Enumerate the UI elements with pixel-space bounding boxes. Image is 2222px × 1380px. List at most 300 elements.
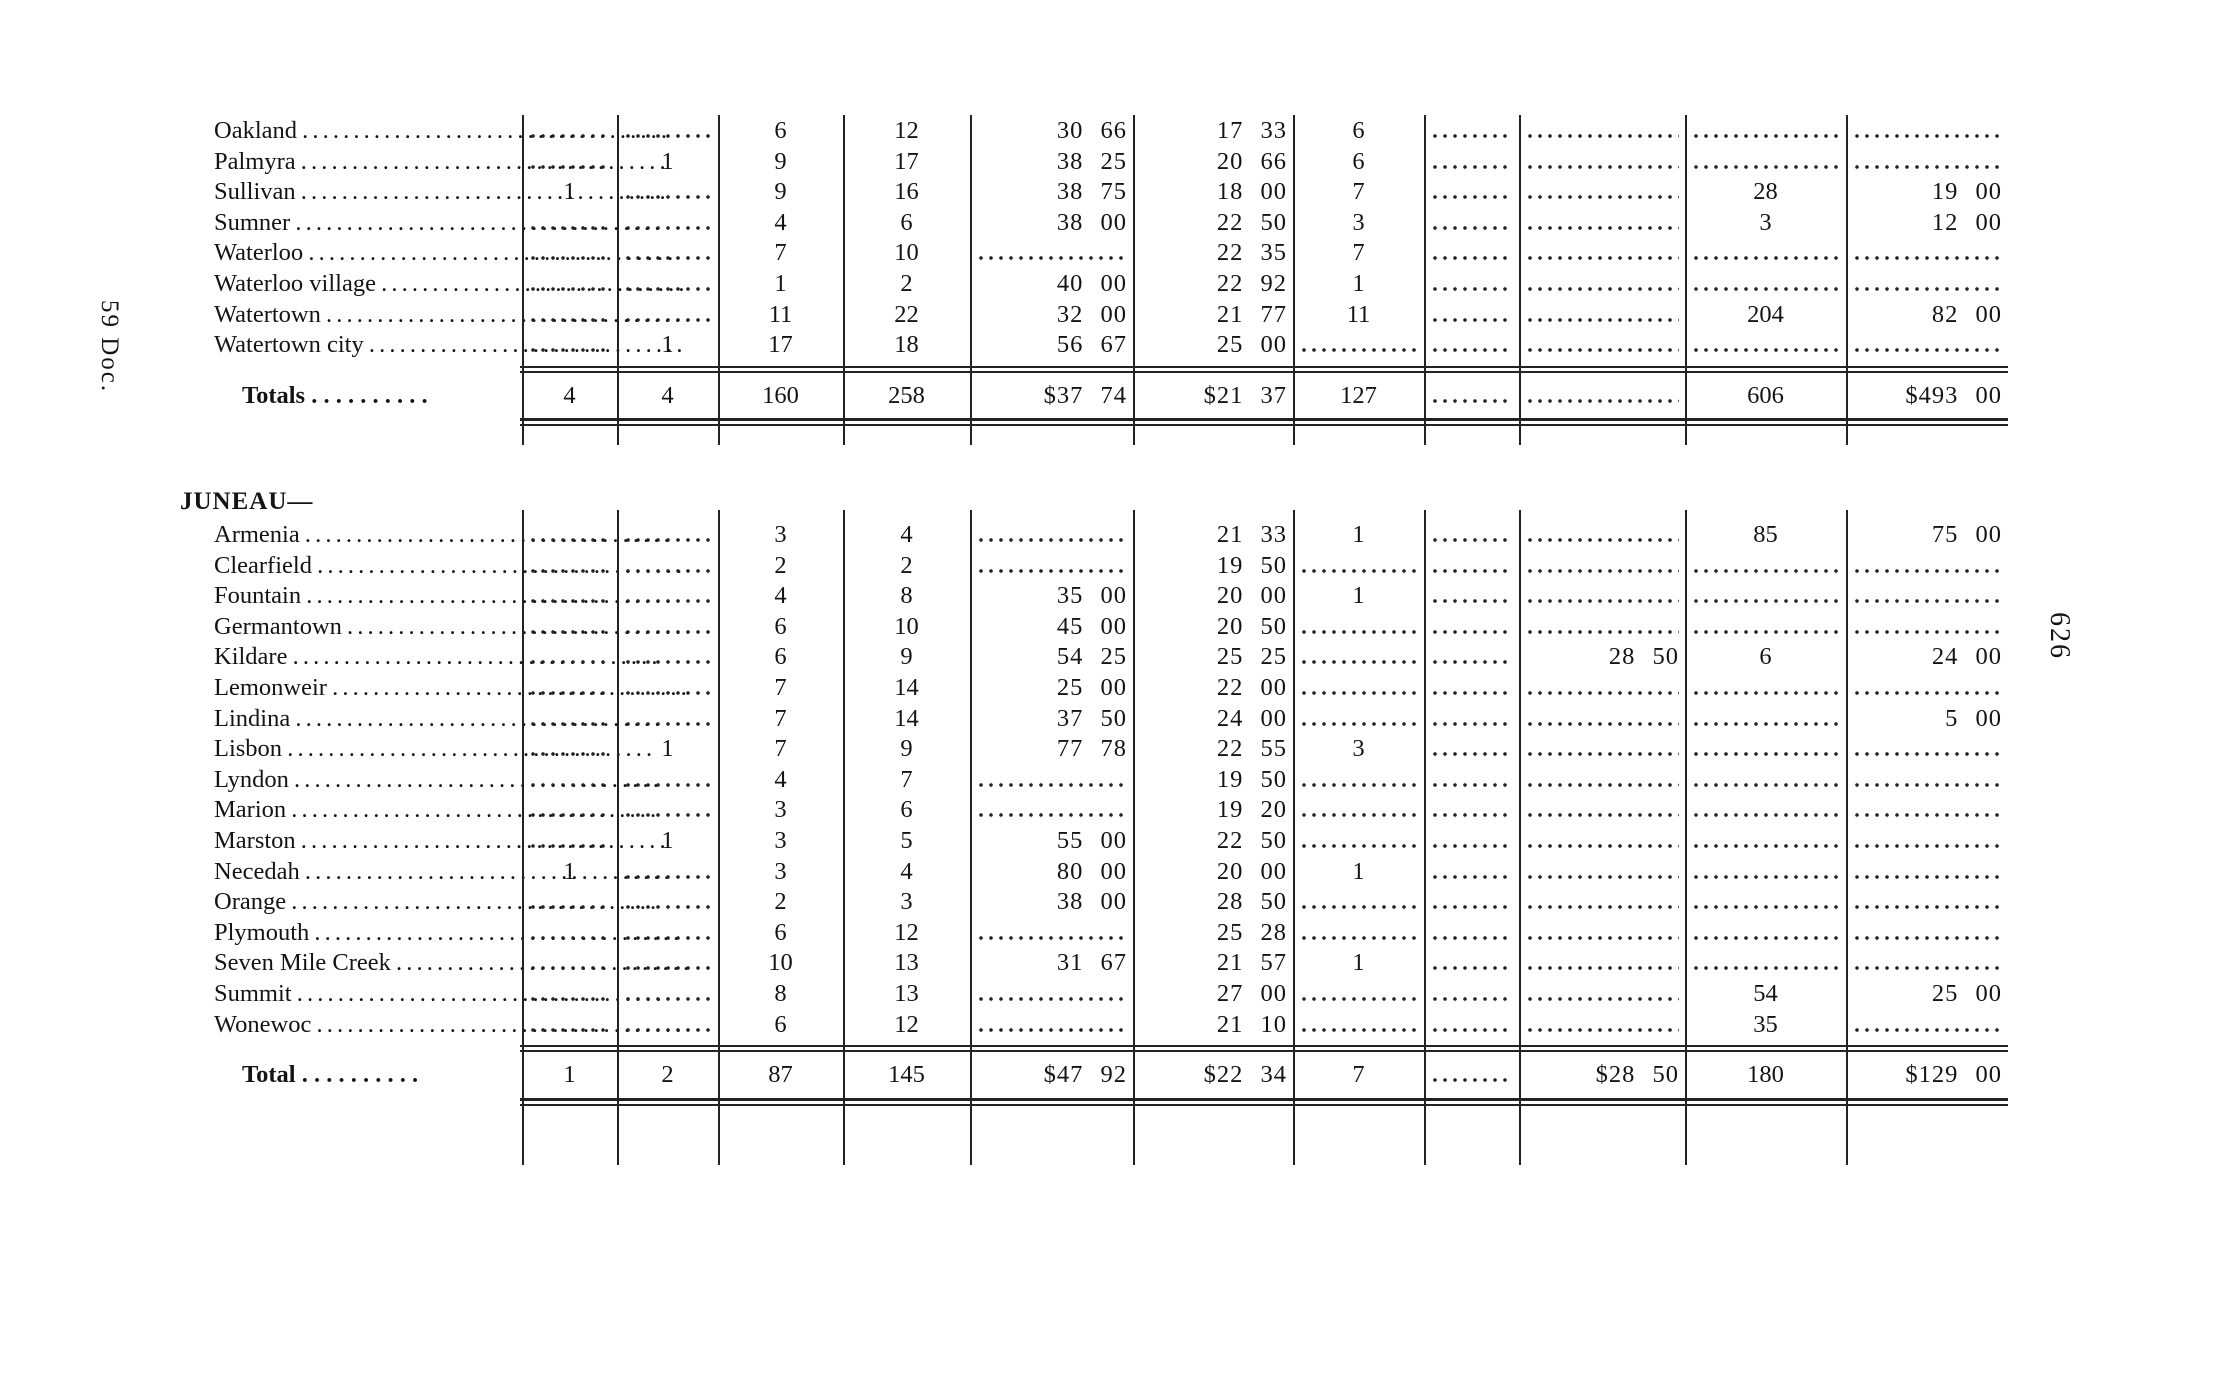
table-row <box>170 672 2010 703</box>
table-cell-col-6: 22 50 <box>1216 208 1287 236</box>
table-cell-col-1 <box>528 733 611 764</box>
table-cell-col-5: 32 00 <box>1056 300 1127 328</box>
table-cell-col-2 <box>623 856 712 887</box>
table-cell-col-3: 1 <box>774 270 787 297</box>
table-cell-col-6: 19 50 <box>1216 765 1287 793</box>
table-cell-col-9 <box>1525 611 1679 642</box>
table-cell-col-11 <box>1852 947 2002 978</box>
table-cell-col-3: 6 <box>774 643 787 671</box>
table-cell-col-5: 31 67 <box>1056 949 1127 977</box>
table-cell-col-4: 12 <box>894 1010 919 1038</box>
table-cell-col-3: 3 <box>774 521 787 548</box>
column-divider <box>843 115 845 445</box>
table-cell-col-9 <box>1525 237 1679 268</box>
column-divider <box>1133 510 1135 1165</box>
column-divider <box>1424 115 1426 445</box>
table-cell-col-7 <box>1299 917 1418 948</box>
table-cell-col-7: 3 <box>1352 208 1365 236</box>
table-cell-col-11 <box>1852 146 2002 177</box>
table-cell-col-3: 9 <box>774 147 787 175</box>
table-cell-col-9 <box>1525 794 1679 825</box>
table-cell-col-7: 1 <box>1352 270 1365 297</box>
locality-name: Orange . . . <box>214 886 688 917</box>
table-cell-col-2 <box>623 237 712 268</box>
table-cell-col-11 <box>1852 115 2002 146</box>
table-cell-col-9 <box>1525 380 1679 411</box>
table-cell-col-3: 3 <box>774 827 787 854</box>
table-cell-col-5: 38 75 <box>1056 178 1127 206</box>
locality-name: Necedah . . . <box>214 856 688 887</box>
table-cell-col-10: 28 <box>1753 178 1778 206</box>
table-cell-col-10 <box>1691 237 1840 268</box>
table-cell-col-2 <box>623 886 712 917</box>
table-cell-col-5: 38 25 <box>1056 147 1127 175</box>
table-cell-col-11: 12 00 <box>1931 208 2002 236</box>
table-row <box>170 329 2010 360</box>
table-cell-col-7 <box>1299 703 1418 734</box>
table-cell-col-5: 54 25 <box>1056 643 1127 671</box>
table-cell-col-2: 2 <box>661 1061 674 1089</box>
column-divider <box>1846 115 1848 445</box>
locality-name: Oakland . . . <box>214 115 688 146</box>
table-row <box>170 856 2010 887</box>
totals-label: Total . . . . . . . . . . <box>242 1061 419 1089</box>
table-cell-col-7: 1 <box>1352 857 1365 885</box>
table-cell-col-4: 10 <box>894 612 919 640</box>
table-cell-col-11 <box>1852 764 2002 795</box>
table-cell-col-10 <box>1691 794 1840 825</box>
column-divider <box>1293 115 1295 445</box>
table-cell-col-7 <box>1299 794 1418 825</box>
table-cell-col-1: 1 <box>563 178 576 206</box>
table-cell-col-6: $21 37 <box>1203 381 1287 409</box>
table-cell-col-7: 127 <box>1340 381 1377 409</box>
table-cell-col-2 <box>623 1009 712 1040</box>
table-cell-col-7 <box>1299 672 1418 703</box>
leader-dots: . . . . . . . . . . <box>295 1061 419 1089</box>
table-cell-col-5: 56 67 <box>1056 331 1127 359</box>
table-cell-col-4: 2 <box>900 551 913 579</box>
table-cell-col-1 <box>528 978 611 1009</box>
table-cell-col-3: 6 <box>774 918 787 946</box>
table-cell-col-6: 18 00 <box>1216 178 1287 206</box>
locality-name: Wonewoc . . . <box>214 1009 688 1040</box>
table-cell-col-3: 87 <box>768 1061 793 1089</box>
table-cell-col-10: 3 <box>1759 208 1772 236</box>
locality-name: Armenia . . . <box>214 519 688 550</box>
locality-name: Waterloo . . . <box>214 237 688 268</box>
table-cell-col-7: 7 <box>1352 178 1365 206</box>
table-cell-col-2 <box>623 550 712 581</box>
table-cell-col-10 <box>1691 672 1840 703</box>
table-cell-col-6: 20 50 <box>1216 612 1287 640</box>
table-cell-col-4: 4 <box>900 857 913 885</box>
locality-name: Lisbon . . . <box>214 733 688 764</box>
table-cell-col-8 <box>1430 764 1513 795</box>
table-cell-col-7 <box>1299 641 1418 672</box>
table-cell-col-6: 17 33 <box>1216 117 1287 144</box>
table-row <box>170 237 2010 268</box>
table-cell-col-9 <box>1525 886 1679 917</box>
table-cell-col-9 <box>1525 329 1679 360</box>
table-cell-col-8 <box>1430 978 1513 1009</box>
table-cell-col-2 <box>623 947 712 978</box>
table-cell-col-10 <box>1691 611 1840 642</box>
table-cell-col-9 <box>1525 917 1679 948</box>
table-cell-col-1 <box>528 115 611 146</box>
table-cell-col-1: 4 <box>563 381 576 409</box>
table-cell-col-3: 3 <box>774 857 787 885</box>
table-cell-col-5: 80 00 <box>1056 857 1127 885</box>
table-row <box>170 947 2010 978</box>
table-cell-col-7: 3 <box>1352 735 1365 763</box>
table-row <box>170 794 2010 825</box>
table-cell-col-8 <box>1430 550 1513 581</box>
table-cell-col-8 <box>1430 794 1513 825</box>
table-cell-col-9 <box>1525 764 1679 795</box>
table-cell-col-5: 55 00 <box>1056 827 1127 854</box>
table-cell-col-8 <box>1430 268 1513 299</box>
locality-name: Fountain . . . <box>214 580 688 611</box>
table-cell-col-2 <box>623 641 712 672</box>
column-divider <box>1424 510 1426 1165</box>
table-cell-col-5 <box>976 978 1127 1009</box>
column-divider <box>718 510 720 1165</box>
table-cell-col-7 <box>1299 886 1418 917</box>
table-cell-col-2 <box>623 978 712 1009</box>
table-row <box>170 299 2010 330</box>
table-cell-col-11 <box>1852 794 2002 825</box>
table-cell-col-6: 25 25 <box>1216 643 1287 671</box>
table-cell-col-1 <box>528 703 611 734</box>
table-cell-col-8 <box>1430 299 1513 330</box>
table-cell-col-11 <box>1852 1009 2002 1040</box>
table-cell-col-3: 10 <box>768 949 793 977</box>
table-cell-col-5: 77 78 <box>1056 735 1127 763</box>
table-cell-col-2: 1 <box>661 827 674 854</box>
table-cell-col-7 <box>1299 764 1418 795</box>
table-cell-col-9 <box>1525 733 1679 764</box>
table-cell-col-9 <box>1525 580 1679 611</box>
table-cell-col-4: 13 <box>894 949 919 977</box>
table-cell-col-3: 7 <box>774 735 787 763</box>
table-cell-col-5: $37 74 <box>1043 381 1127 409</box>
table-cell-col-2: 4 <box>661 381 674 409</box>
table-cell-col-6: 19 20 <box>1216 796 1287 824</box>
table-cell-col-10: 35 <box>1753 1010 1778 1038</box>
table-cell-col-6: 24 00 <box>1216 704 1287 732</box>
table-cell-col-1 <box>528 917 611 948</box>
table-row <box>170 519 2010 550</box>
table-cell-col-5 <box>976 237 1127 268</box>
table-cell-col-8 <box>1430 886 1513 917</box>
table-row <box>170 1009 2010 1040</box>
table-row <box>170 733 2010 764</box>
table-cell-col-8 <box>1430 146 1513 177</box>
table-cell-col-8 <box>1430 519 1513 550</box>
column-divider <box>522 510 524 1165</box>
table-cell-col-4: 258 <box>888 381 925 409</box>
table-cell-col-11 <box>1852 856 2002 887</box>
table-cell-col-3: 7 <box>774 674 787 701</box>
table-cell-col-3: 6 <box>774 612 787 640</box>
margin-document-label: 59 Doc. <box>96 300 123 394</box>
table-cell-col-2 <box>623 917 712 948</box>
table-cell-col-8 <box>1430 641 1513 672</box>
table-cell-col-8 <box>1430 947 1513 978</box>
locality-name: Sumner . . . <box>214 207 688 238</box>
table-cell-col-4: 12 <box>894 117 919 144</box>
table-row <box>170 176 2010 207</box>
table-cell-col-3: 17 <box>768 331 793 359</box>
table-cell-col-9 <box>1525 825 1679 856</box>
table-cell-col-8 <box>1430 856 1513 887</box>
section-heading: JUNEAU— <box>180 488 314 516</box>
table-cell-col-3: 3 <box>774 796 787 824</box>
table-cell-col-4: 9 <box>900 643 913 671</box>
table-cell-col-4: 17 <box>894 147 919 175</box>
table-cell-col-7 <box>1299 978 1418 1009</box>
table-cell-col-11 <box>1852 825 2002 856</box>
table-cell-col-4: 16 <box>894 178 919 206</box>
table-cell-col-10 <box>1691 550 1840 581</box>
table-cell-col-2: 1 <box>661 331 674 359</box>
locality-name: Germantown . . . <box>214 611 688 642</box>
table-cell-col-10 <box>1691 329 1840 360</box>
table-cell-col-7: 7 <box>1352 239 1365 267</box>
subtotal-rule <box>520 1050 2008 1052</box>
totals-rule <box>520 418 2008 421</box>
table-cell-col-1 <box>528 550 611 581</box>
column-divider <box>1846 510 1848 1165</box>
locality-name: Sullivan . . . <box>214 176 688 207</box>
table-cell-col-1: 1 <box>563 1061 576 1089</box>
table-cell-col-2 <box>623 207 712 238</box>
table-row <box>170 917 2010 948</box>
table-cell-col-5 <box>976 794 1127 825</box>
table-cell-col-1 <box>528 580 611 611</box>
table-cell-col-4: 145 <box>888 1061 925 1089</box>
totals-label: Totals . . . . . . . . . . <box>242 381 428 409</box>
table-cell-col-6: 25 00 <box>1216 331 1287 359</box>
table-cell-col-7 <box>1299 550 1418 581</box>
table-cell-col-8 <box>1430 207 1513 238</box>
table-cell-col-8 <box>1430 825 1513 856</box>
table-row <box>170 207 2010 238</box>
table-row <box>170 580 2010 611</box>
table-cell-col-3: 4 <box>774 208 787 236</box>
table-row <box>170 703 2010 734</box>
table-cell-col-11 <box>1852 550 2002 581</box>
locality-name: Plymouth . . . <box>214 917 688 948</box>
table-cell-col-3: 160 <box>762 381 799 409</box>
column-divider <box>1519 115 1521 445</box>
table-cell-col-7 <box>1299 329 1418 360</box>
table-cell-col-6: 19 50 <box>1216 551 1287 579</box>
table-cell-col-8 <box>1430 917 1513 948</box>
table-cell-col-10 <box>1691 115 1840 146</box>
table-cell-col-9 <box>1525 856 1679 887</box>
table-cell-col-4: 2 <box>900 270 913 297</box>
totals-row <box>170 380 2010 411</box>
table-cell-col-10: 204 <box>1747 300 1784 328</box>
table-cell-col-1 <box>528 764 611 795</box>
table-cell-col-6: 21 33 <box>1216 521 1287 548</box>
table-cell-col-8 <box>1430 611 1513 642</box>
table-cell-col-10 <box>1691 580 1840 611</box>
column-divider <box>843 510 845 1165</box>
table-cell-col-3: 4 <box>774 582 787 610</box>
table-cell-col-3: 7 <box>774 704 787 732</box>
table-cell-col-10 <box>1691 947 1840 978</box>
table-row <box>170 978 2010 1009</box>
totals-rule <box>520 424 2008 426</box>
table-cell-col-10 <box>1691 146 1840 177</box>
table-cell-col-3: 8 <box>774 980 787 1007</box>
table-cell-col-10 <box>1691 703 1840 734</box>
table-cell-col-9 <box>1525 519 1679 550</box>
locality-name: Kildare . . . <box>214 641 688 672</box>
table-cell-col-5: 37 50 <box>1056 704 1127 732</box>
table-cell-col-2 <box>623 794 712 825</box>
table-cell-col-11 <box>1852 611 2002 642</box>
table-cell-col-5: 45 00 <box>1056 612 1127 640</box>
subtotal-rule <box>520 371 2008 373</box>
locality-name: Lyndon . . . <box>214 764 688 795</box>
table-cell-col-9: $28 50 <box>1595 1061 1679 1089</box>
table-cell-col-1 <box>528 794 611 825</box>
locality-name: Lemonweir . . . <box>214 672 688 703</box>
table-cell-col-2: 1 <box>661 735 674 763</box>
table-cell-col-9 <box>1525 146 1679 177</box>
table-cell-col-6: 21 10 <box>1216 1010 1287 1038</box>
table-cell-col-1 <box>528 268 611 299</box>
table-cell-col-11: 75 00 <box>1931 521 2002 548</box>
table-cell-col-3: 6 <box>774 1010 787 1038</box>
table-cell-col-6: 20 00 <box>1216 857 1287 885</box>
table-cell-col-3: 7 <box>774 239 787 267</box>
table-cell-col-11: 24 00 <box>1931 643 2002 671</box>
table-cell-col-2 <box>623 519 712 550</box>
table-cell-col-7: 6 <box>1352 117 1365 144</box>
table-cell-col-6: 21 77 <box>1216 300 1287 328</box>
table-cell-col-6: 27 00 <box>1216 980 1287 1007</box>
locality-name: Clearfield . . . <box>214 550 688 581</box>
table-cell-col-7: 6 <box>1352 147 1365 175</box>
column-divider <box>1519 510 1521 1165</box>
table-cell-col-5: 38 00 <box>1056 208 1127 236</box>
table-cell-col-8 <box>1430 1009 1513 1040</box>
table-cell-col-9 <box>1525 207 1679 238</box>
table-cell-col-1 <box>528 237 611 268</box>
table-cell-col-3: 2 <box>774 888 787 916</box>
table-cell-col-5 <box>976 550 1127 581</box>
table-row <box>170 268 2010 299</box>
table-cell-col-3: 6 <box>774 117 787 144</box>
table-cell-col-4: 14 <box>894 704 919 732</box>
table-cell-col-1 <box>528 1009 611 1040</box>
table-cell-col-1 <box>528 207 611 238</box>
column-divider <box>522 115 524 445</box>
table-cell-col-2 <box>623 115 712 146</box>
table-cell-col-10: 6 <box>1759 643 1772 671</box>
table-cell-col-10: 606 <box>1747 381 1784 409</box>
table-cell-col-2 <box>623 672 712 703</box>
table-cell-col-7 <box>1299 825 1418 856</box>
locality-name: Seven Mile Creek . . . <box>214 947 688 978</box>
locality-name: Summit . . . <box>214 978 688 1009</box>
table-cell-col-10 <box>1691 886 1840 917</box>
table-row <box>170 611 2010 642</box>
table-cell-col-11 <box>1852 329 2002 360</box>
table-cell-col-5: 25 00 <box>1056 674 1127 701</box>
table-cell-col-3: 4 <box>774 765 787 793</box>
table-cell-col-8 <box>1430 176 1513 207</box>
totals-rule <box>520 1098 2008 1101</box>
table-cell-col-2 <box>623 299 712 330</box>
table-cell-col-4: 9 <box>900 735 913 763</box>
table-cell-col-6: 20 66 <box>1216 147 1287 175</box>
table-cell-col-11 <box>1852 268 2002 299</box>
table-cell-col-1 <box>528 611 611 642</box>
table-cell-col-4: 18 <box>894 331 919 359</box>
table-cell-col-2 <box>623 268 712 299</box>
table-cell-col-7: 1 <box>1352 582 1365 610</box>
table-cell-col-11: 5 00 <box>1945 704 2002 732</box>
totals-row <box>170 1059 2010 1090</box>
table-cell-col-9 <box>1525 268 1679 299</box>
column-divider <box>1293 510 1295 1165</box>
table-cell-col-5 <box>976 917 1127 948</box>
table-row <box>170 886 2010 917</box>
locality-name: Lindina . . . <box>214 703 688 734</box>
table-cell-col-1 <box>528 519 611 550</box>
table-cell-col-1 <box>528 329 611 360</box>
column-divider <box>970 510 972 1165</box>
table-cell-col-3: 11 <box>768 300 793 328</box>
table-row <box>170 641 2010 672</box>
table-cell-col-2: 1 <box>661 147 674 175</box>
table-row <box>170 146 2010 177</box>
table-cell-col-11 <box>1852 580 2002 611</box>
table-cell-col-6: 22 00 <box>1216 674 1287 701</box>
table-cell-col-3: 9 <box>774 178 787 206</box>
table-cell-col-7 <box>1299 1009 1418 1040</box>
table-cell-col-8 <box>1430 115 1513 146</box>
table-cell-col-11: 82 00 <box>1931 300 2002 328</box>
table-cell-col-7: 7 <box>1352 1061 1365 1089</box>
column-divider <box>1685 510 1687 1165</box>
leader-dots: . . . . . . . . . . <box>305 381 428 409</box>
table-cell-col-10 <box>1691 764 1840 795</box>
subtotal-rule <box>520 1045 2008 1047</box>
table-cell-col-2 <box>623 611 712 642</box>
table-cell-col-2 <box>623 703 712 734</box>
table-cell-col-9 <box>1525 176 1679 207</box>
table-cell-col-2 <box>623 764 712 795</box>
table-cell-col-8 <box>1430 580 1513 611</box>
table-cell-col-2 <box>623 580 712 611</box>
subtotal-rule <box>520 366 2008 368</box>
table-cell-col-1 <box>528 146 611 177</box>
table-cell-col-1 <box>528 299 611 330</box>
table-cell-col-10: 180 <box>1747 1061 1784 1089</box>
margin-page-number: 626 <box>2044 612 2075 660</box>
table-cell-col-8 <box>1430 237 1513 268</box>
table-cell-col-4: 5 <box>900 827 913 854</box>
column-divider <box>718 115 720 445</box>
table-cell-col-4: 22 <box>894 300 919 328</box>
